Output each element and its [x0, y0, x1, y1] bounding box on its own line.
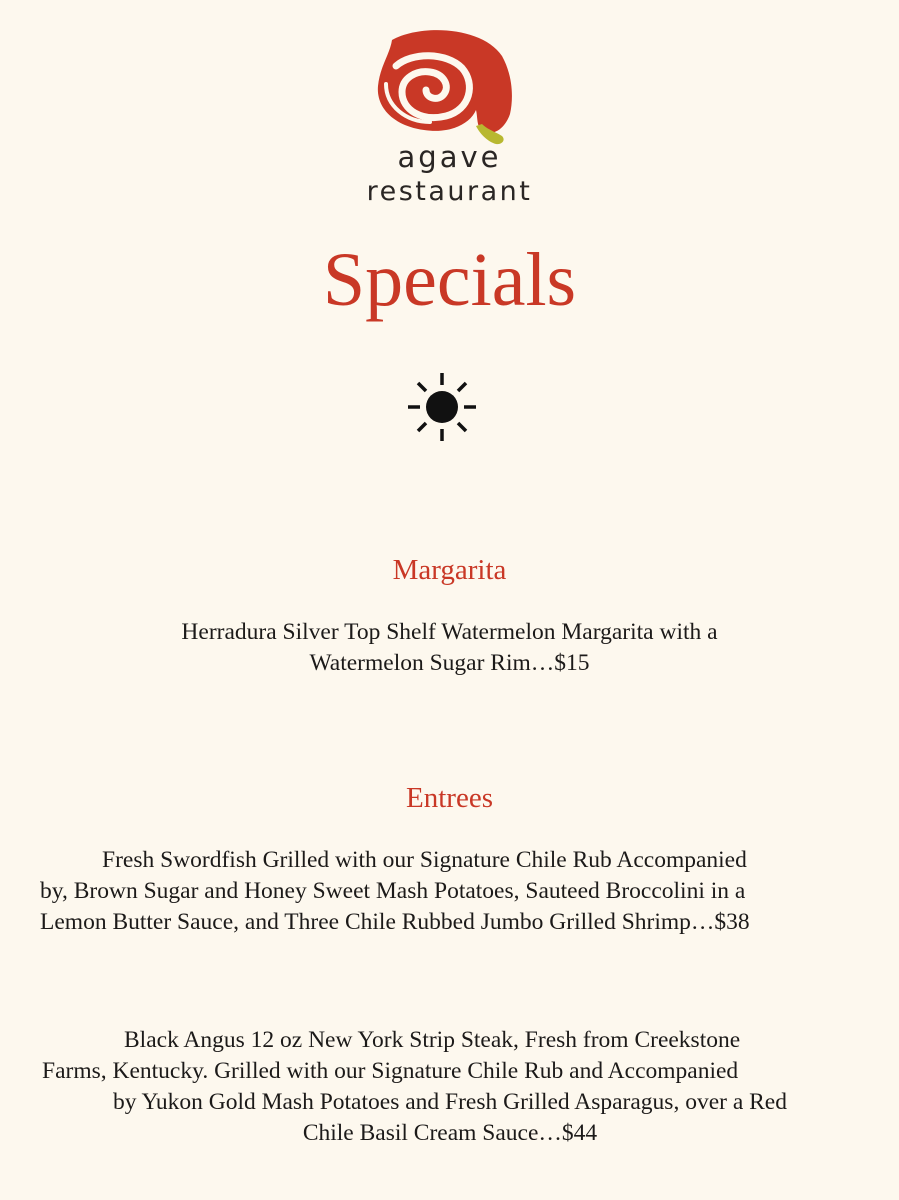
section-heading-margarita: Margarita [392, 554, 507, 586]
page-title: Specials [322, 238, 577, 322]
menu-item-line: Farms, Kentucky. Grilled with our Signature Chile Rub and Accompanied [42, 1058, 739, 1084]
menu-item-line: Lemon Butter Sauce, and Three Chile Rubbed Jumbo Grilled Shrimp…$38 [40, 909, 750, 935]
menu-item-strip-steak [42, 1025, 858, 1149]
menu-item-line: by Yukon Gold Mash Potatoes and Fresh Grilled Asparagus, over a Red [112, 1089, 787, 1115]
menu-item-margarita [0, 617, 899, 679]
menu-item-swordfish [40, 845, 860, 938]
sun-icon [406, 371, 478, 443]
brand-subtitle: restaurant [366, 176, 533, 207]
brand-name: agave [397, 140, 502, 174]
menu-item-line: Black Angus 12 oz New York Strip Steak, Fresh from Creekstone [124, 1027, 741, 1053]
menu-item-line: by, Brown Sugar and Honey Sweet Mash Potatoes, Sauteed Broccolini in a [40, 878, 746, 904]
menu-item-line: Fresh Swordfish Grilled with our Signature Chile Rub Accompanied [102, 847, 747, 873]
menu-item-line: Herradura Silver Top Shelf Watermelon Margarita with a [181, 619, 718, 645]
menu-item-line: Chile Basil Cream Sauce…$44 [302, 1120, 598, 1146]
agave-logo [372, 26, 520, 146]
section-heading-entrees: Entrees [406, 782, 493, 814]
menu-item-line: Watermelon Sugar Rim…$15 [309, 650, 590, 676]
